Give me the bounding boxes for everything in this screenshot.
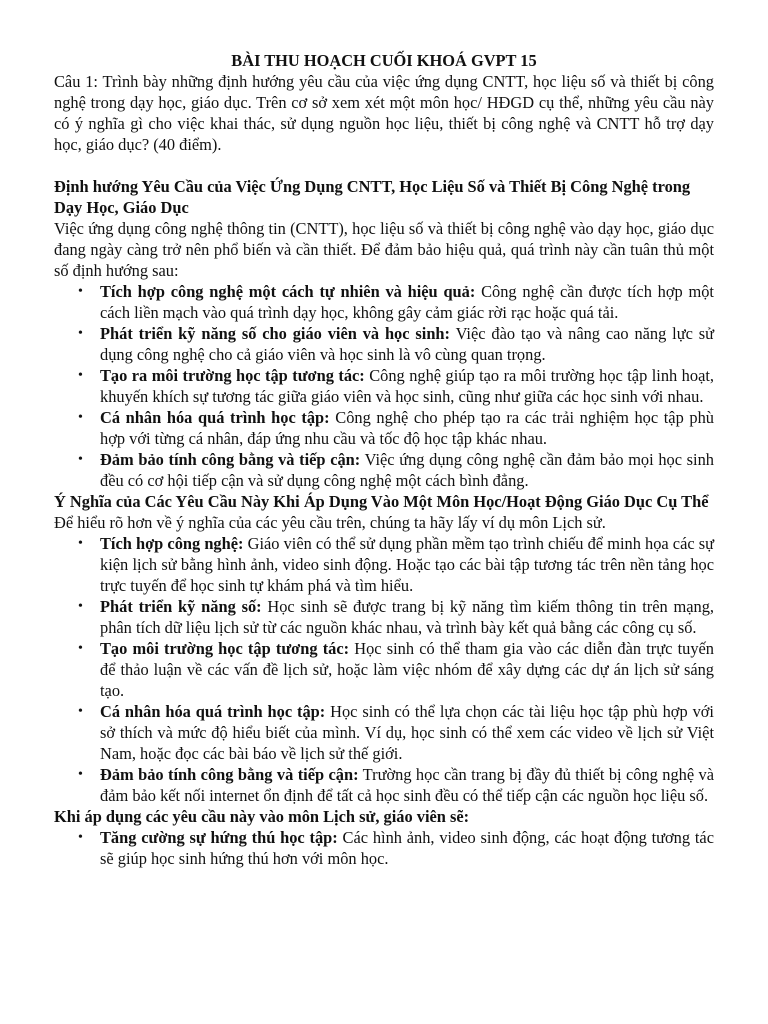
list-item-text: Việc đào tạo và nâng cao năng lực sử dụng công nghệ cho cả giáo viên và học sinh là vô cùng quan trọng. <box>100 324 714 364</box>
list-item <box>78 596 714 638</box>
section3-list <box>54 827 714 869</box>
list-item <box>78 764 714 806</box>
list-item-term: Tạo ra môi trường học tập tương tác: <box>100 366 365 385</box>
list-item-text: Giáo viên có thể sử dụng phần mềm tạo trình chiếu để minh họa các sự kiện lịch sử bằng hình ảnh, video sinh động. Hoặc tạo các bài tập tương tác trên nền tảng học trực tuyến để học sinh tự khám phá và tìm hiểu. <box>100 534 714 595</box>
list-item-text: Công nghệ cần được tích hợp một cách liền mạch vào quá trình dạy học, không gây cảm giác rời rạc hoặc quá tải. <box>100 282 714 322</box>
bullet-icon: • <box>78 410 83 425</box>
bullet-icon: • <box>78 599 83 614</box>
list-item <box>78 701 714 764</box>
list-item-text: Trường học cần trang bị đầy đủ thiết bị công nghệ và đảm bảo kết nối internet ổn định để tất cả học sinh đều có thể tiếp cận các nguồn học liệu số. <box>100 765 714 805</box>
list-item <box>78 827 714 869</box>
list-item-term: Tạo môi trường học tập tương tác: <box>100 639 350 658</box>
list-item-text: Công nghệ cho phép tạo ra các trải nghiệm học tập phù hợp với từng cá nhân, đáp ứng nhu cầu và tốc độ học tập khác nhau. <box>100 408 714 448</box>
section1-heading: Định hướng Yêu Cầu của Việc Ứng Dụng CNTT, Học Liệu Số và Thiết Bị Công Nghệ trong Dạy Học, Giáo Dục <box>54 177 691 217</box>
section1-list <box>54 281 714 491</box>
list-item <box>78 533 714 596</box>
list-item-text: Công nghệ giúp tạo ra môi trường học tập linh hoạt, khuyến khích sự tương tác giữa giáo viên và học sinh, cũng như giữa các học sinh với nhau. <box>100 366 714 406</box>
bullet-icon: • <box>78 368 83 383</box>
bullet-icon: • <box>78 284 83 299</box>
list-item <box>78 407 714 449</box>
bullet-icon: • <box>78 641 83 656</box>
bullet-icon: • <box>78 830 83 845</box>
list-item <box>78 449 714 491</box>
bullet-icon: • <box>78 326 83 341</box>
list-item <box>78 638 714 701</box>
bullet-icon: • <box>78 704 83 719</box>
section2-heading: Ý Nghĩa của Các Yêu Cầu Này Khi Áp Dụng Vào Một Môn Học/Hoạt Động Giáo Dục Cụ Thể <box>54 492 709 511</box>
list-item-term: Phát triển kỹ năng số cho giáo viên và học sinh: <box>100 324 451 343</box>
list-item-term: Tích hợp công nghệ một cách tự nhiên và hiệu quả: <box>100 282 476 301</box>
list-item <box>78 365 714 407</box>
section2-intro: Để hiểu rõ hơn về ý nghĩa của các yêu cầu trên, chúng ta hãy lấy ví dụ môn Lịch sử. <box>54 513 606 532</box>
section2-list <box>54 533 714 806</box>
list-item-text: Việc ứng dụng công nghệ cần đảm bảo mọi học sinh đều có cơ hội tiếp cận và sử dụng công nghệ một cách bình đẳng. <box>100 450 714 490</box>
section3-heading: Khi áp dụng các yêu cầu này vào môn Lịch sử, giáo viên sẽ: <box>54 807 470 826</box>
list-item <box>78 281 714 323</box>
list-item <box>78 323 714 365</box>
list-item-term: Cá nhân hóa quá trình học tập: <box>100 702 326 721</box>
bullet-icon: • <box>78 452 83 467</box>
list-item-term: Đảm bảo tính công bằng và tiếp cận: <box>100 450 361 469</box>
question-text: Câu 1: Trình bày những định hướng yêu cầu của việc ứng dụng CNTT, học liệu số và thiết bị công nghệ trong dạy học, giáo dục. Trên cơ sở xem xét một môn học/ HĐGD cụ thể, những yêu cầu này có ý nghĩa gì cho việc khai thác, sử dụng nguồn học liệu, thiết bị công nghệ và CNTT hỗ trợ dạy học, giáo dục? (40 điểm). <box>54 72 714 154</box>
list-item-text: Học sinh có thể lựa chọn các tài liệu học tập phù hợp với sở thích và mức độ hiểu biết của mình. Ví dụ, học sinh có thể xem các video về lịch sử Việt Nam, hoặc đọc các bài báo về lịch sử thế giới. <box>100 702 714 763</box>
section1-intro: Việc ứng dụng công nghệ thông tin (CNTT), học liệu số và thiết bị công nghệ vào dạy học, giáo dục đang ngày càng trở nên phổ biến và cần thiết. Để đảm bảo hiệu quả, quá trình này cần tuân thủ một số định hướng sau: <box>54 219 714 280</box>
list-item-term: Đảm bảo tính công bằng và tiếp cận: <box>100 765 359 784</box>
bullet-icon: • <box>78 767 83 782</box>
paragraph-gap <box>54 155 714 176</box>
list-item-term: Cá nhân hóa quá trình học tập: <box>100 408 330 427</box>
list-item-term: Tăng cường sự hứng thú học tập: <box>100 828 338 847</box>
document-title: BÀI THU HOẠCH CUỐI KHOÁ GVPT 15 <box>231 51 537 70</box>
list-item-term: Tích hợp công nghệ: <box>100 534 244 553</box>
list-item-text: Các hình ảnh, video sinh động, các hoạt động tương tác sẽ giúp học sinh hứng thú hơn với môn học. <box>100 828 714 868</box>
list-item-term: Phát triển kỹ năng số: <box>100 597 262 616</box>
list-item-text: Học sinh sẽ được trang bị kỹ năng tìm kiếm thông tin trên mạng, phân tích dữ liệu lịch sử từ các nguồn khác nhau, và trình bày kết quả bằng các công cụ số. <box>100 597 714 637</box>
bullet-icon: • <box>78 536 83 551</box>
list-item-text: Học sinh có thể tham gia vào các diễn đàn trực tuyến để thảo luận về các vấn đề lịch sử, hoặc làm việc nhóm để xây dựng các dự án lịch sử sáng tạo. <box>100 639 714 700</box>
